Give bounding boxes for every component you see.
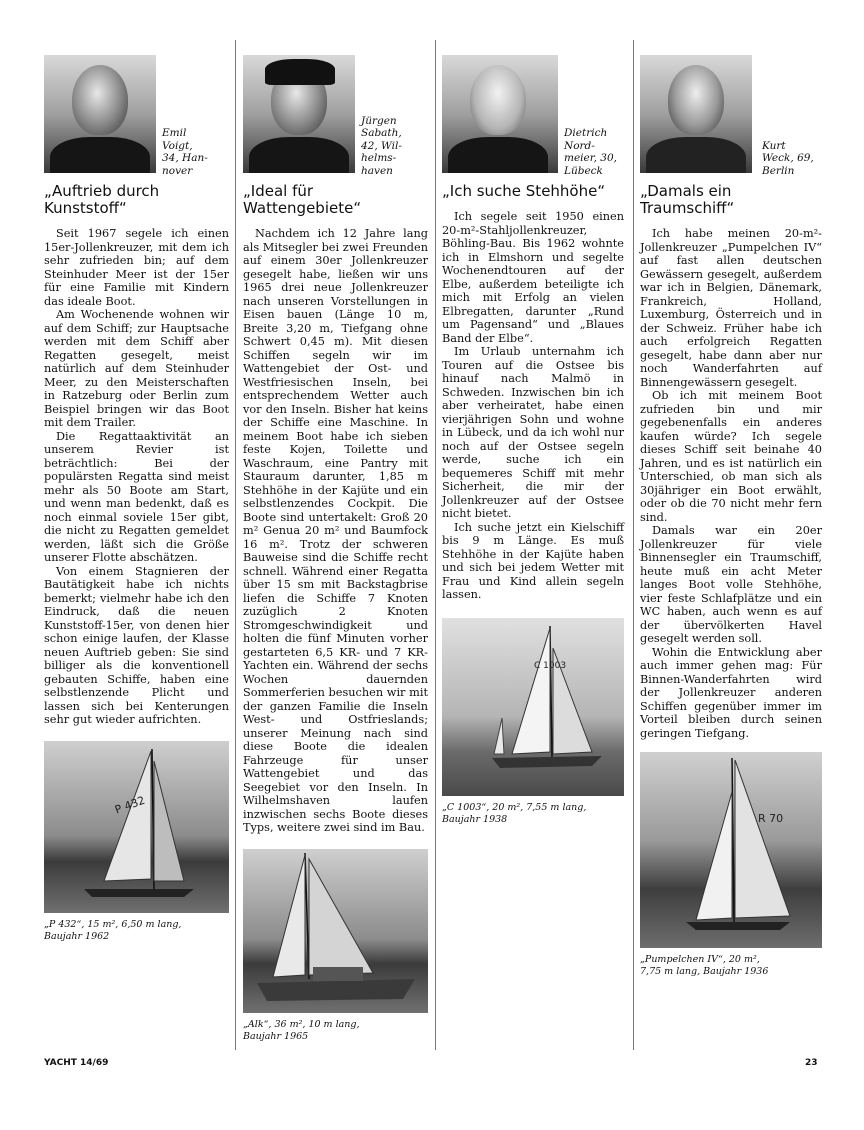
portrait-block [442, 55, 624, 177]
paragraph: Am Wochenende wohnen wir auf dem Schiff; zur Hauptsache werden mit dem Schiff aber Regatten gesegelt, meist natürlich auf dem Steinhuder Meer, zu den Meisterschaften in Ratzeburg oder Berlin zum Beispiel bringen wir das Boot mit dem Trailer. [44, 308, 229, 429]
article-column-weck [640, 55, 822, 978]
sail-number: C 1003 [534, 660, 567, 671]
portrait-caption: Dietrich Nord- meier, 30, Lübeck [564, 127, 617, 177]
portrait-photo-weck [640, 55, 752, 173]
paragraph: Damals war ein 20er Jollenkreuzer für viele Binnensegler ein Traumschiff, heute muß ein acht Meter langes Boot volle Stehhöhe, vier feste Schlafplätze und ein WC haben, auch wenn es auf der übervölkerten Havel gesegelt werden soll. [640, 524, 822, 645]
paragraph: Nachdem ich 12 Jahre lang als Mitsegler bei zwei Freunden auf einem 30er Jollenkreuzer gesegelt habe, ließen wir uns 1965 drei neue Jollenkreuzer nach unseren Vorstellungen in Eisen bauen (Länge 10 m, Breite 3,20 m, Tiefgang ohne Schwert 0,45 m). Mit diesen Schiffen segeln wir im Wattengebiet der Ost- und Westfriesischen Inseln, bei entsprechendem Wetter auch vor den Inseln. Bisher hat keins der Schiffe eine Maschine. In meinem Boot habe ich sieben feste Kojen, Toilette und Waschraum, eine Pantry mit Stauraum darunter, 1,85 m Stehhöhe in der Kajüte und ein selbstlenzendes Cockpit. Die Boote sind untertakelt: Groß 20 m² Genua 20 m² und Baumfock 16 m². Trotz der schweren Bauweise sind die Schiffe recht schnell. Während einer Regatta über 15 sm mit Backstagbrise liefen die Schiffe 7 Knoten zuzüglich 2 Knoten Stromgeschwindigkeit und holten die fünf Minuten vorher gestarteten 6,5 KR- und 7 KR-Yachten ein. Während der sechs Wochen dauernden Sommerferien besuchen wir mit der ganzen Familie die Inseln West- und Ostfrieslands; unserer Meinung nach sind diese Boote die idealen Fahrzeuge für unser Wattengebiet und das Seegebiet vor den Inseln. In Wilhelmshaven laufen inzwischen sechs Boote dieses Typs, weitere zwei sind im Bau. [243, 227, 428, 834]
boat-caption: „P 432“, 15 m², 6,50 m lang, Baujahr 1962 [44, 918, 182, 942]
boat-caption: „Pumpelchen IV“, 20 m², 7,75 m lang, Baujahr 1936 [640, 954, 769, 977]
article-column-nordmeier [442, 55, 624, 826]
portrait-block [243, 55, 428, 177]
article-heading: „Auftrieb durch Kunststoff“ [44, 182, 160, 217]
portrait-caption: Emil Voigt, 34, Han- nover [162, 127, 208, 177]
sail-number: P 432 [113, 793, 147, 817]
boat-caption: „Alk“, 36 m², 10 m lang, Baujahr 1965 [243, 1018, 360, 1042]
portrait-caption: Jürgen Sabath, 42, Wil- helms- haven [361, 114, 402, 177]
column-divider [435, 40, 436, 1050]
article-column-voigt [44, 55, 229, 943]
article-heading: „Ideal für Wattengebiete“ [243, 182, 362, 217]
paragraph: Von einem Stagnieren der Bautätigkeit habe ich nichts bemerkt; vielmehr habe ich den Eindruck, daß die neuen Kunststoff-15er, von denen hier schon einige laufen, der Klasse neuen Auftrieb geben: Sie sind billiger als die konventionell gebauten Schiffe, haben eine selbstlenzende Plicht und lassen sich bei Kenterungen sehr gut wieder aufrichten. [44, 564, 229, 726]
paragraph: Ich segele seit 1950 einen 20-m²-Stahljollenkreuzer, Böhling-Bau. Bis 1962 wohnte ich in Elmshorn und segelte Wochenendtouren auf der Elbe, außerdem beteiligte ich mich mit Erfolg an vielen Elbregatten, darunter „Rund um Pagensand“ und „Blaues Band der Elbe“. [442, 210, 624, 345]
portrait-photo-nordmeier [442, 55, 558, 173]
column-divider [235, 40, 236, 1050]
boat-photo-alk [243, 849, 428, 1013]
portrait-block [640, 55, 822, 177]
paragraph: Seit 1967 segele ich einen 15er-Jollenkreuzer, mit dem ich sehr zufrieden bin; auf dem Steinhuder Meer ist der 15er für eine Familie mit Kindern das ideale Boot. [44, 227, 229, 308]
paragraph: Ich suche jetzt ein Kielschiff bis 9 m Länge. Es muß Stehhöhe in der Kajüte haben und sich bei jedem Wetter mit Frau und Kind allein segeln lassen. [442, 520, 624, 601]
article-heading: „Damals ein Traumschiff“ [640, 182, 735, 217]
column-divider [633, 40, 634, 1050]
paragraph: Die Regattaaktivität an unserem Revier ist beträchtlich: Bei der populärsten Regatta sind meist mehr als 50 Boote am Start, und wenn man bedenkt, daß es noch einmal soviele 15er gibt, die nicht zu Regatten gemeldet werden, läßt sich die Größe unserer Flotte abschätzen. [44, 429, 229, 564]
paragraph: Ob ich mit meinem Boot zufrieden bin und mir gegebenenfalls ein anderes kaufen würde? Ich segele dieses Schiff seit beinahe 40 Jahren, und es ist natürlich ein Unterschied, ob man sich als 30jähriger ein Boot erwählt, oder ob die 70 nicht mehr fern sind. [640, 389, 822, 524]
portrait-photo-voigt [44, 55, 156, 173]
paragraph: Ich habe meinen 20-m²-Jollenkreuzer „Pumpelchen IV“ auf fast allen deutschen Gewässern gesegelt, außerdem war ich in Belgien, Dänemark, Frankreich, Holland, Luxemburg, Österreich und in der Schweiz. Früher habe ich auch erfolgreich Regatten gesegelt, habe dann aber nur noch Wanderfahrten auf Binnengewässern gesegelt. [640, 227, 822, 389]
portrait-block [44, 55, 229, 177]
boat-photo-pumpelchen [640, 752, 822, 948]
article-heading: „Ich suche Stehhöhe“ [442, 182, 606, 200]
boat-caption: „C 1003“, 20 m², 7,55 m lang, Baujahr 1938 [442, 801, 587, 825]
footer-magazine: YACHT 14/69 [44, 1058, 109, 1068]
boat-photo-p432 [44, 741, 229, 913]
article-column-sabath [243, 55, 428, 1043]
paragraph: Wohin die Entwicklung aber auch immer gehen mag: Für Binnen-Wanderfahrten wird der Jollenkreuzer anderen Schiffen gegenüber immer im Vorteil bleiben durch seinen geringen Tiefgang. [640, 645, 822, 740]
page-number: 23 [805, 1058, 818, 1068]
sail-number: R 70 [758, 812, 784, 825]
portrait-photo-sabath [243, 55, 355, 173]
portrait-caption: Kurt Weck, 69, Berlin [762, 139, 814, 177]
boat-photo-c1003 [442, 618, 624, 796]
paragraph: Im Urlaub unternahm ich Touren auf die Ostsee bis hinauf nach Malmö in Schweden. Inzwischen bin ich aber verheiratet, habe einen vierjährigen Sohn und wohne in Lübeck, und da ich wohl nur noch auf der Ostsee segeln werde, suche ich ein bequemeres Schiff mit mehr Sicherheit, die mir der Jollenkreuzer auf der Ostsee nicht bietet. [442, 345, 624, 520]
